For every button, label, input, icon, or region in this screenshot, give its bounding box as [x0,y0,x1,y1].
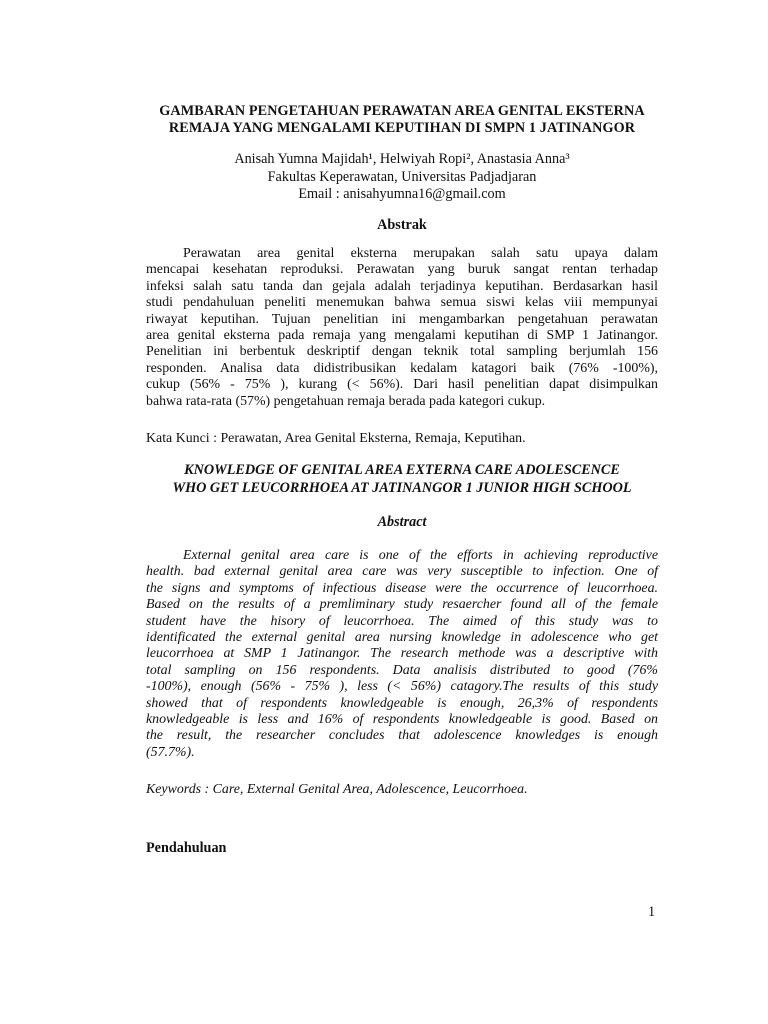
abstract-line: student have the hisory of leucorrhoea. The aimed of this study was to [146,613,658,629]
keywords: Keywords : Care, External Genital Area, Adolescence, Leucorrhoea. [146,782,528,797]
abstrak-line: Penelitian ini berbentuk deskriptif dengan teknik total sampling berjumlah 156 [146,344,658,360]
abstract-line: -100%), enough (56% - 75% ), less (< 56%) catagory.The results of this study [146,679,658,695]
abstrak-line: bahwa rata-rata (57%) pengetahuan remaja berada pada kategori cukup. [146,393,546,409]
author-email: Email : anisahyumna16@gmail.com [298,186,506,202]
section-heading-pendahuluan: Pendahuluan [146,840,227,856]
abstract-paragraph [146,548,658,761]
abstract-line: the signs and symptoms of infectious disease were the occurrence of leucorrhoea. [146,580,658,596]
abstract-line: health. bad external genital area care was very susceptible to infection. One of [146,564,658,580]
kata-kunci: Kata Kunci : Perawatan, Area Genital Eksterna, Remaja, Keputihan. [146,431,526,446]
page-number: 1 [648,904,656,920]
abstract-line: leucorrhoea at SMP 1 Jatinangor. The research methode was a descriptive with [146,646,658,662]
abstrak-line: area genital eksterna pada remaja yang mengalami keputihan di SMP 1 Jatinangor. [146,327,658,343]
english-title [100,462,704,497]
abstract-line: showed that of respondents knowledgeable is enough, 26,3% of respondents [146,695,658,711]
abstract-line: total sampling on 156 respondents. Data analisis distributed to good (76% [146,662,658,678]
abstract-line: External genital area care is one of the efforts in achieving reproductive [183,548,658,563]
author-block [100,151,704,204]
paper-title [100,103,704,137]
affiliation: Fakultas Keperawatan, Universitas Padjadjaran [267,168,537,185]
abstrak-line: cukup (56% - 75% ), kurang (< 56%). Dari hasil penelitian dapat disimpulkan [146,377,658,393]
abstract-line: Based on the results of a premliminary study resaercher found all of the female [146,597,658,613]
abstract-heading: Abstract [377,514,427,530]
abstract-line: knowledgeable is less and 16% of respondents knowledgeable is good. Based on [146,711,658,727]
abstrak-line: responden. Analisa data didistribusikan kedalam katagori baik (76% -100%), [146,360,658,376]
abstract-line: (57.7%). [146,744,195,760]
title-line: GAMBARAN PENGETAHUAN PERAWATAN AREA GENITAL EKSTERNA [159,103,645,119]
abstrak-line: Perawatan area genital eksterna merupakan salah satu upaya dalam [183,246,658,261]
title-line: REMAJA YANG MENGALAMI KEPUTIHAN DI SMPN 1 JATINANGOR [168,120,636,136]
abstrak-line: mencapai kesehatan reproduksi. Perawatan yang buruk sangat rentan terhadap [146,262,658,278]
abstrak-heading: Abstrak [377,217,427,233]
author-names: Anisah Yumna Majidah¹, Helwiyah Ropi², Anastasia Anna³ [234,151,570,167]
abstract-line: the result, the researcher concludes that adolescence knowledges is enough [146,728,658,744]
abstrak-line: studi pendahuluan peneliti menemukan bahwa semua siswi kelas viii mempunyai [146,295,658,311]
abstrak-paragraph [146,246,658,410]
english-title-line: WHO GET LEUCORRHOEA AT JATINANGOR 1 JUNIOR HIGH SCHOOL [172,479,632,496]
abstrak-line: riwayat keputihan. Tujuan penelitian ini mengambarkan pengetahuan perawatan [146,311,658,327]
english-title-line: KNOWLEDGE OF GENITAL AREA EXTERNA CARE ADOLESCENCE [184,462,620,478]
abstract-line: identificated the external genital area nursing knowledge in adolescence who get [146,629,658,645]
abstrak-line: infeksi salah satu tanda dan gejala adalah terjadinya keputihan. Berdasarkan hasil [146,278,658,294]
